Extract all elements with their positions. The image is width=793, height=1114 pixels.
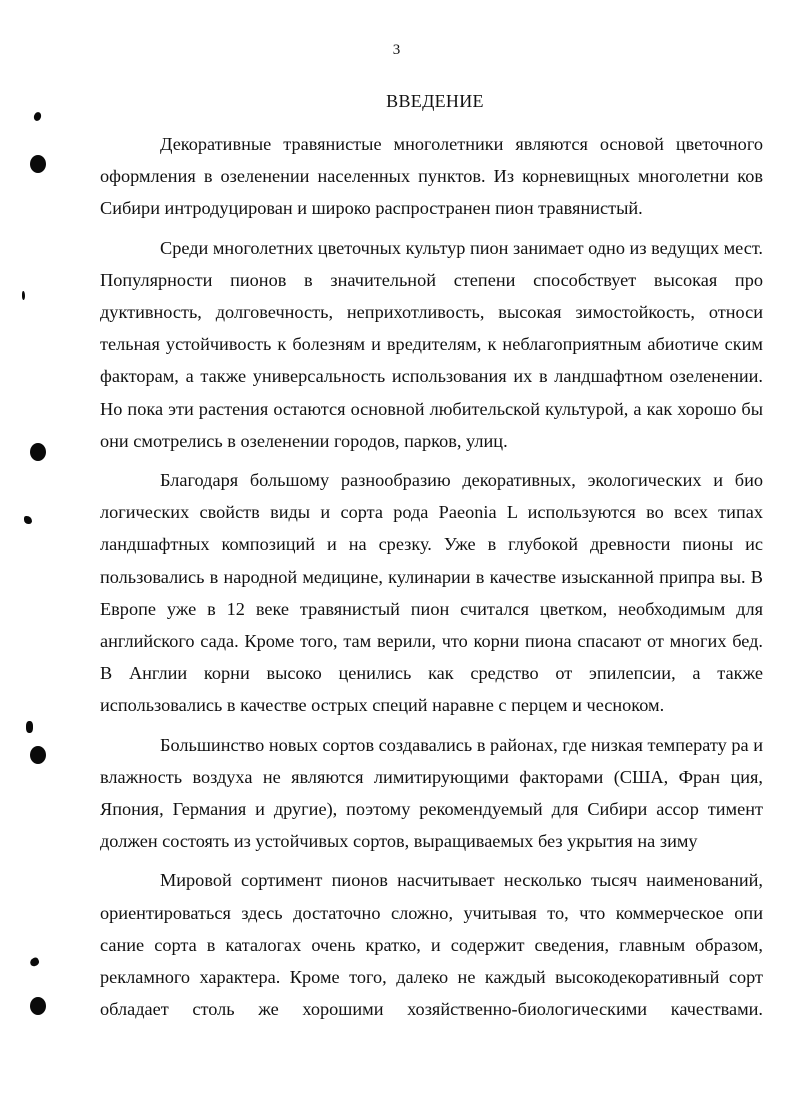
text-line: для английского сада. Кроме того, там верили, что корни пиона спасают от — [100, 598, 763, 652]
text-line: ориентироваться здесь достаточно сложно, учитывая то, что коммерческое опи — [100, 902, 763, 923]
text-line: дуктивность, долговечность, неприхотливость, высокая зимостойкость, относи — [100, 302, 763, 323]
text-line: Благодаря большому разнообразию декоративных, экологических и био — [160, 470, 763, 491]
text-line: пользовались в народной медицине, кулинарии в качестве изысканной припра — [100, 566, 715, 587]
paragraph-diversity — [100, 464, 763, 722]
text-line: Большинство новых сортов создавались в районах, где низкая температу — [160, 734, 727, 755]
scan-speck — [29, 956, 41, 967]
page-heading: ВВЕДЕНИЕ — [386, 91, 484, 111]
document-body — [100, 128, 763, 1025]
binder-hole-mark — [30, 746, 46, 764]
text-line: логических свойств виды и сорта рода Paeonia L используются во всех типах — [100, 502, 763, 523]
text-line: сорт обладает столь же хорошими хозяйственно-биологическими качествами. — [100, 967, 763, 1020]
paragraph-intro — [100, 128, 763, 225]
binder-hole-mark — [30, 443, 46, 461]
page-number: 3 — [392, 42, 401, 58]
text-line: также использовались в качестве острых специй наравне с перцем и чесноком. — [100, 663, 763, 716]
text-line: мест. Популярности пионов в значительной степени способствует высокая про — [100, 237, 763, 290]
text-line: сание сорта в каталогах очень кратко, и содержит сведения, главным образом, — [100, 934, 763, 955]
scan-speck — [24, 516, 32, 524]
text-line: Среди многолетних цветочных культур пион занимает одно из ведущих — [160, 237, 724, 258]
text-line: зиму — [659, 831, 698, 852]
text-line: а как хорошо бы они смотрелись в озеленении городов, парков, улиц. — [100, 398, 764, 451]
text-line: озеленении. Но пока эти растения остаются основной любительской культурой, — [100, 366, 763, 419]
binder-hole-mark — [30, 997, 46, 1015]
scan-speck — [33, 111, 43, 122]
binder-hole-mark — [30, 155, 46, 173]
scan-speck — [22, 291, 25, 300]
text-line: тимент должен состоять из устойчивых сортов, выращиваемых без укрытия на — [100, 799, 763, 852]
paragraph-new-varieties — [100, 729, 763, 858]
text-line: многих бед. В Англии корни высоко ценились как средство от эпилепсии, а — [100, 631, 764, 684]
text-line: Декоративные травянистые многолетники являются основой цветочного — [160, 134, 763, 154]
text-line: ра и влажность воздуха не являются лимитирующими факторами (США, Фран — [100, 734, 763, 787]
text-line: ция, Япония, Германия и другие), поэтому рекомендуемый для Сибири ассор — [100, 766, 763, 820]
text-line: ков Сибири интродуцирован и широко распространен пион травянистый. — [100, 166, 763, 219]
text-line: ландшафтных композиций и на срезку. Уже в глубокой древности пионы ис — [100, 534, 763, 555]
text-line: тельная устойчивость к болезням и вредителям, к неблагоприятным абиотиче — [100, 334, 719, 355]
paragraph-popularity — [100, 232, 763, 457]
scan-speck — [26, 721, 33, 733]
text-line: рекламного характера. Кроме того, далеко не каждый высокодекоративный — [100, 967, 729, 988]
paragraph-world-assortment — [100, 864, 763, 1025]
text-line: вы. В Европе уже в 12 веке травянистый пион считался цветком, необходимым — [100, 566, 763, 619]
text-line: оформления в озеленении населенных пунктов. Из корневищных многолетни — [100, 166, 730, 187]
text-line: ским факторам, а также универсальность использования их в ландшафтном — [100, 334, 763, 387]
text-line: Мировой сортимент пионов насчитывает несколько тысяч наименований, — [160, 870, 763, 891]
